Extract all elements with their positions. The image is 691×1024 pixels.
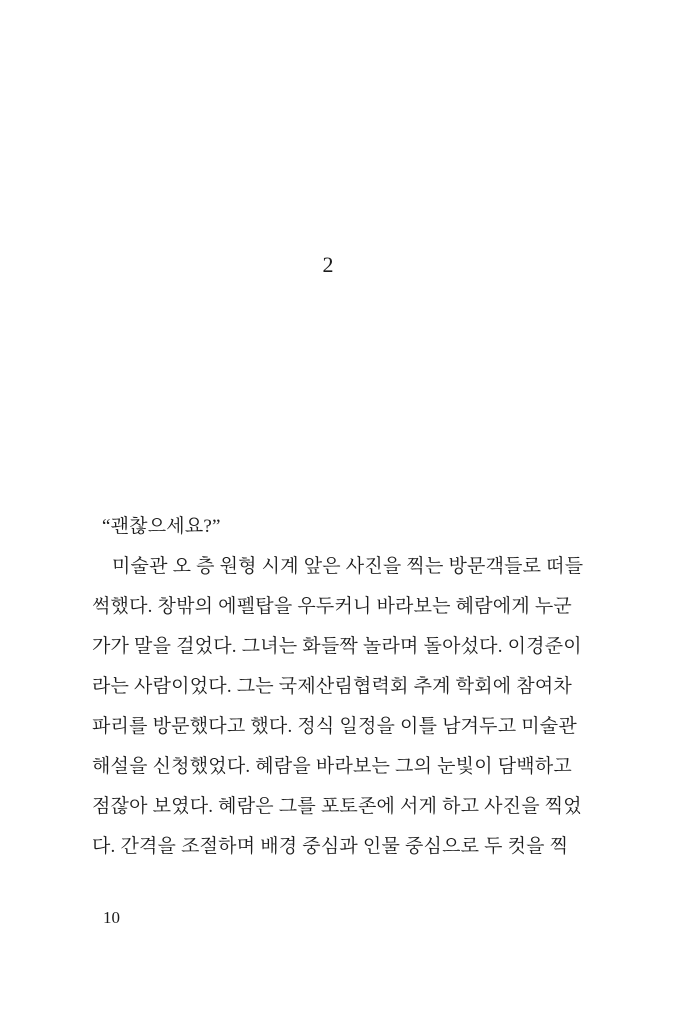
- paragraph-line: 파리를 방문했다고 했다. 정식 일정을 이틀 남겨두고 미술관: [92, 716, 577, 737]
- body-text: [92, 507, 584, 867]
- paragraph-line: 미술관 오 층 원형 시계 앞은 사진을 찍는 방문객들로 떠들: [112, 556, 584, 577]
- paragraph-line: 다. 간격을 조절하며 배경 중심과 인물 중심으로 두 컷을 찍: [92, 836, 569, 857]
- dialogue-line: “괜찮으세요?”: [102, 516, 221, 537]
- paragraph-line: 해설을 신청했었다. 혜람을 바라보는 그의 눈빛이 담백하고: [92, 756, 572, 777]
- paragraph-line: 라는 사람이었다. 그는 국제산림협력회 추계 학회에 참여차: [92, 676, 572, 697]
- paragraph-line: 점잖아 보였다. 혜람은 그를 포토존에 서게 하고 사진을 찍었: [92, 796, 582, 817]
- paragraph-line: 가가 말을 걸었다. 그녀는 화들짝 놀라며 돌아섰다. 이경준이: [92, 636, 582, 657]
- chapter-number: 2: [322, 252, 334, 277]
- paragraph-line: 썩했다. 창밖의 에펠탑을 우두커니 바라보는 혜람에게 누군: [92, 596, 572, 617]
- page-number: 10: [103, 908, 120, 927]
